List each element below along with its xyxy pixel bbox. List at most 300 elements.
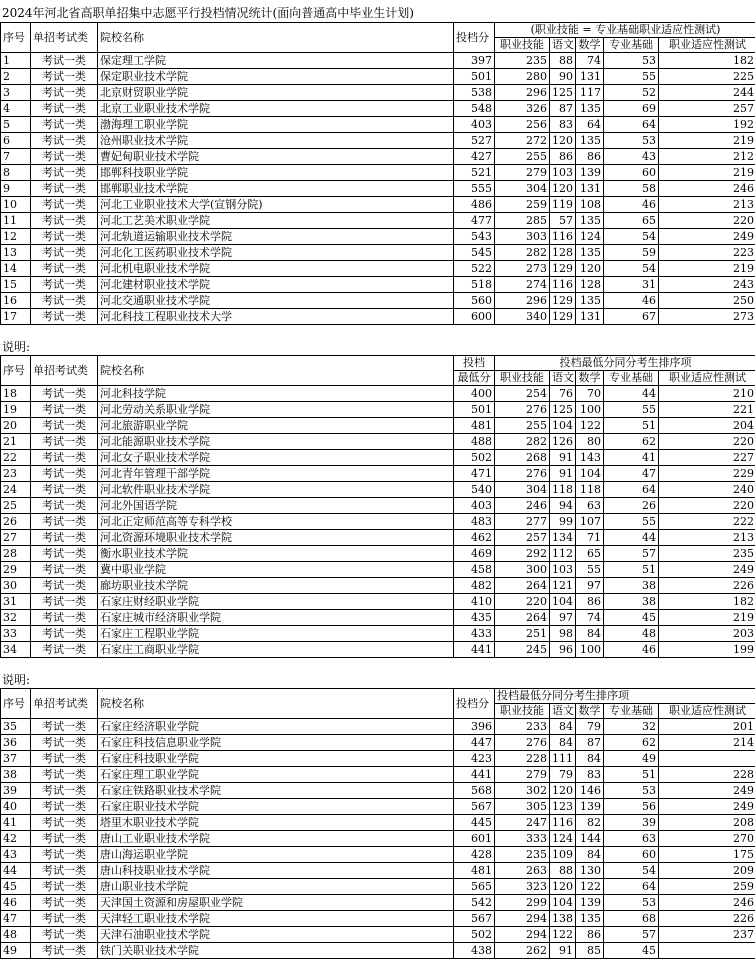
header-group: 投档最低分同分考生排序项: [495, 356, 755, 371]
aptitude-score: 220: [659, 434, 755, 450]
exam-type: 考试一类: [31, 831, 98, 847]
skill-score: 255: [495, 418, 550, 434]
score: 469: [454, 546, 495, 562]
school-name: 河北旅游职业学院: [98, 418, 454, 434]
table-row: [1, 85, 755, 101]
row-index: 12: [1, 229, 31, 245]
score: 458: [454, 562, 495, 578]
math-score: 130: [576, 863, 604, 879]
aptitude-score: 212: [659, 149, 755, 165]
table-row: [1, 610, 755, 626]
school-name: 河北机电职业技术学院: [98, 261, 454, 277]
exam-type: 考试一类: [31, 626, 98, 642]
score: 447: [454, 735, 495, 751]
math-score: 84: [576, 751, 604, 767]
math-score: 139: [576, 799, 604, 815]
skill-score: 303: [495, 229, 550, 245]
row-index: 35: [1, 719, 31, 735]
header-chinese: 语文: [550, 371, 576, 386]
note-label: 说明:: [2, 673, 31, 687]
school-name: 河北工艺美术职业学院: [98, 213, 454, 229]
school-name: 河北能源职业技术学院: [98, 434, 454, 450]
school-name: 邯郸科技职业学院: [98, 165, 454, 181]
table-row: [1, 213, 755, 229]
score: 542: [454, 895, 495, 911]
chinese-score: 120: [550, 879, 576, 895]
row-index: 5: [1, 117, 31, 133]
row-index: 48: [1, 927, 31, 943]
basics-score: 48: [604, 626, 659, 642]
chinese-score: 84: [550, 719, 576, 735]
math-score: 139: [576, 165, 604, 181]
row-index: 31: [1, 594, 31, 610]
table-row: [1, 293, 755, 309]
table-row: [1, 863, 755, 879]
table-row: [1, 751, 755, 767]
exam-type: 考试一类: [31, 610, 98, 626]
math-score: 74: [576, 53, 604, 69]
exam-type: 考试一类: [31, 213, 98, 229]
aptitude-score: 182: [659, 53, 755, 69]
chinese-score: 104: [550, 895, 576, 911]
chinese-score: 91: [550, 450, 576, 466]
table-row: [1, 815, 755, 831]
school-name: 唐山工业职业技术学院: [98, 831, 454, 847]
school-name: 石家庄经济职业学院: [98, 719, 454, 735]
score: 567: [454, 799, 495, 815]
exam-type: 考试一类: [31, 309, 98, 325]
chinese-score: 103: [550, 165, 576, 181]
chinese-score: 94: [550, 498, 576, 514]
table-row: [1, 578, 755, 594]
math-score: 135: [576, 213, 604, 229]
table-row: [1, 594, 755, 610]
score: 441: [454, 642, 495, 658]
school-name: 石家庄城市经济职业学院: [98, 610, 454, 626]
row-index: 21: [1, 434, 31, 450]
aptitude-score: 219: [659, 133, 755, 149]
table-row: [1, 943, 755, 959]
school-name: 河北资源环境职业技术学院: [98, 530, 454, 546]
score: 486: [454, 197, 495, 213]
table-row: [1, 434, 755, 450]
score: 502: [454, 450, 495, 466]
score: 483: [454, 514, 495, 530]
basics-score: 39: [604, 815, 659, 831]
math-score: 100: [576, 642, 604, 658]
school-name: 河北轨道运输职业技术学院: [98, 229, 454, 245]
basics-score: 55: [604, 514, 659, 530]
score: 403: [454, 117, 495, 133]
score: 482: [454, 578, 495, 594]
row-index: 9: [1, 181, 31, 197]
skill-score: 228: [495, 751, 550, 767]
exam-type: 考试一类: [31, 149, 98, 165]
school-name: 河北青年管理干部学院: [98, 466, 454, 482]
math-score: 84: [576, 847, 604, 863]
row-index: 34: [1, 642, 31, 658]
exam-type: 考试一类: [31, 466, 98, 482]
basics-score: 52: [604, 85, 659, 101]
basics-score: 53: [604, 895, 659, 911]
exam-type: 考试一类: [31, 498, 98, 514]
score: 396: [454, 719, 495, 735]
chinese-score: 129: [550, 309, 576, 325]
math-score: 135: [576, 101, 604, 117]
school-name: 天津国土资源和房屋职业学院: [98, 895, 454, 911]
basics-score: 57: [604, 927, 659, 943]
header-math: 数学: [576, 371, 604, 386]
score: 540: [454, 482, 495, 498]
row-index: 33: [1, 626, 31, 642]
school-name: 石家庄科技职业学院: [98, 751, 454, 767]
table-row: [1, 386, 755, 402]
header-exam-type: 单招考试类: [31, 689, 98, 719]
exam-type: 考试一类: [31, 229, 98, 245]
aptitude-score: 213: [659, 197, 755, 213]
skill-score: 326: [495, 101, 550, 117]
score: 397: [454, 53, 495, 69]
basics-score: 51: [604, 418, 659, 434]
basics-score: 53: [604, 53, 659, 69]
exam-type: 考试一类: [31, 181, 98, 197]
row-index: 27: [1, 530, 31, 546]
school-name: 河北女子职业技术学院: [98, 450, 454, 466]
exam-type: 考试一类: [31, 197, 98, 213]
aptitude-score: 273: [659, 309, 755, 325]
table-row: [1, 466, 755, 482]
exam-type: 考试一类: [31, 418, 98, 434]
skill-score: 262: [495, 943, 550, 959]
exam-type: 考试一类: [31, 719, 98, 735]
table-row: [1, 546, 755, 562]
aptitude-score: 246: [659, 181, 755, 197]
aptitude-score: 235: [659, 546, 755, 562]
math-score: 107: [576, 514, 604, 530]
math-score: 118: [576, 482, 604, 498]
exam-type: 考试一类: [31, 53, 98, 69]
row-index: 20: [1, 418, 31, 434]
skill-score: 264: [495, 578, 550, 594]
table-row: [1, 101, 755, 117]
row-index: 10: [1, 197, 31, 213]
school-name: 石家庄理工职业学院: [98, 767, 454, 783]
table-row: [1, 149, 755, 165]
exam-type: 考试一类: [31, 85, 98, 101]
chinese-score: 112: [550, 546, 576, 562]
skill-score: 280: [495, 69, 550, 85]
score: 471: [454, 466, 495, 482]
exam-type: 考试一类: [31, 69, 98, 85]
chinese-score: 104: [550, 418, 576, 434]
math-score: 86: [576, 927, 604, 943]
basics-score: 32: [604, 719, 659, 735]
chinese-score: 84: [550, 735, 576, 751]
row-index: 32: [1, 610, 31, 626]
aptitude-score: 226: [659, 911, 755, 927]
table-row: [1, 309, 755, 325]
score: 522: [454, 261, 495, 277]
header-skill: 职业技能: [495, 371, 550, 386]
row-index: 49: [1, 943, 31, 959]
math-score: 117: [576, 85, 604, 101]
row-index: 38: [1, 767, 31, 783]
school-name: 河北科技工程职业技术大学: [98, 309, 454, 325]
basics-score: 54: [604, 863, 659, 879]
chinese-score: 90: [550, 69, 576, 85]
header-math: 数学: [576, 704, 604, 719]
math-score: 135: [576, 245, 604, 261]
basics-score: 47: [604, 466, 659, 482]
chinese-score: 116: [550, 815, 576, 831]
table-row: [1, 799, 755, 815]
chinese-score: 118: [550, 482, 576, 498]
row-index: 41: [1, 815, 31, 831]
aptitude-score: 225: [659, 69, 755, 85]
math-score: 135: [576, 293, 604, 309]
aptitude-score: 220: [659, 498, 755, 514]
math-score: 128: [576, 277, 604, 293]
header-min-score: 最低分: [454, 371, 495, 386]
aptitude-score: 226: [659, 578, 755, 594]
table-row: [1, 562, 755, 578]
header-index: 序号: [1, 356, 31, 386]
math-score: 135: [576, 911, 604, 927]
chinese-score: 97: [550, 610, 576, 626]
school-name: 石家庄铁路职业技术学院: [98, 783, 454, 799]
chinese-score: 116: [550, 229, 576, 245]
aptitude-score: 209: [659, 863, 755, 879]
header-chinese: 语文: [550, 704, 576, 719]
chinese-score: 83: [550, 117, 576, 133]
exam-type: 考试一类: [31, 293, 98, 309]
table-row: [1, 181, 755, 197]
school-name: 河北交通职业技术学院: [98, 293, 454, 309]
header-school-name: 院校名称: [98, 23, 454, 53]
chinese-score: 123: [550, 799, 576, 815]
math-score: 79: [576, 719, 604, 735]
row-index: 15: [1, 277, 31, 293]
skill-score: 277: [495, 514, 550, 530]
math-score: 84: [576, 626, 604, 642]
chinese-score: 138: [550, 911, 576, 927]
row-index: 26: [1, 514, 31, 530]
school-name: 天津石油职业技术学院: [98, 927, 454, 943]
aptitude-score: 249: [659, 783, 755, 799]
aptitude-score: 175: [659, 847, 755, 863]
aptitude-score: 257: [659, 101, 755, 117]
school-name: 河北正定师范高等专科学校: [98, 514, 454, 530]
score: 445: [454, 815, 495, 831]
score: 567: [454, 911, 495, 927]
skill-score: 294: [495, 911, 550, 927]
math-score: 64: [576, 117, 604, 133]
exam-type: 考试一类: [31, 165, 98, 181]
math-score: 85: [576, 943, 604, 959]
skill-score: 254: [495, 386, 550, 402]
school-name: 沧州职业技术学院: [98, 133, 454, 149]
skill-score: 340: [495, 309, 550, 325]
row-index: 11: [1, 213, 31, 229]
exam-type: 考试一类: [31, 450, 98, 466]
chinese-score: 109: [550, 847, 576, 863]
chinese-score: 91: [550, 466, 576, 482]
skill-score: 305: [495, 799, 550, 815]
table-row: [1, 783, 755, 799]
math-score: 82: [576, 815, 604, 831]
score: 477: [454, 213, 495, 229]
skill-score: 304: [495, 482, 550, 498]
skill-score: 333: [495, 831, 550, 847]
table-row: [1, 927, 755, 943]
admission-table-3: [0, 688, 755, 959]
table-row: [1, 498, 755, 514]
skill-score: 294: [495, 927, 550, 943]
exam-type: 考试一类: [31, 863, 98, 879]
basics-score: 63: [604, 831, 659, 847]
score: 410: [454, 594, 495, 610]
aptitude-score: 201: [659, 719, 755, 735]
chinese-score: 129: [550, 293, 576, 309]
row-index: 43: [1, 847, 31, 863]
aptitude-score: 219: [659, 610, 755, 626]
aptitude-score: 204: [659, 418, 755, 434]
basics-score: 67: [604, 309, 659, 325]
school-name: 天津轻工职业技术学院: [98, 911, 454, 927]
chinese-score: 128: [550, 245, 576, 261]
aptitude-score: 246: [659, 895, 755, 911]
header-group: 投档最低分同分考生排序项: [495, 689, 755, 704]
score: 400: [454, 386, 495, 402]
basics-score: 51: [604, 767, 659, 783]
exam-type: 考试一类: [31, 847, 98, 863]
admission-table-1: [0, 22, 755, 325]
table-row: [1, 402, 755, 418]
basics-score: 38: [604, 594, 659, 610]
exam-type: 考试一类: [31, 117, 98, 133]
table-row: [1, 450, 755, 466]
table-row: [1, 735, 755, 751]
skill-score: 302: [495, 783, 550, 799]
math-score: 80: [576, 434, 604, 450]
score: 548: [454, 101, 495, 117]
aptitude-score: 222: [659, 514, 755, 530]
header-skill: 职业技能: [495, 38, 550, 53]
math-score: 131: [576, 69, 604, 85]
aptitude-score: 182: [659, 594, 755, 610]
chinese-score: 96: [550, 642, 576, 658]
skill-score: 235: [495, 847, 550, 863]
skill-score: 247: [495, 815, 550, 831]
basics-score: 31: [604, 277, 659, 293]
aptitude-score: 259: [659, 879, 755, 895]
math-score: 55: [576, 562, 604, 578]
basics-score: 65: [604, 213, 659, 229]
table-row: [1, 719, 755, 735]
school-name: 保定理工学院: [98, 53, 454, 69]
score: 462: [454, 530, 495, 546]
skill-score: 279: [495, 767, 550, 783]
school-name: 河北劳动关系职业学院: [98, 402, 454, 418]
chinese-score: 121: [550, 578, 576, 594]
basics-score: 46: [604, 293, 659, 309]
chinese-score: 99: [550, 514, 576, 530]
score: 568: [454, 783, 495, 799]
basics-score: 45: [604, 610, 659, 626]
basics-score: 58: [604, 181, 659, 197]
chinese-score: 116: [550, 277, 576, 293]
skill-score: 323: [495, 879, 550, 895]
chinese-score: 126: [550, 434, 576, 450]
school-name: 曹妃甸职业技术学院: [98, 149, 454, 165]
basics-score: 41: [604, 450, 659, 466]
table-row: [1, 277, 755, 293]
basics-score: 46: [604, 642, 659, 658]
header-math: 数学: [576, 38, 604, 53]
exam-type: 考试一类: [31, 642, 98, 658]
score: 600: [454, 309, 495, 325]
exam-type: 考试一类: [31, 911, 98, 927]
exam-type: 考试一类: [31, 386, 98, 402]
chinese-score: 87: [550, 101, 576, 117]
skill-score: 282: [495, 434, 550, 450]
aptitude-score: [659, 751, 755, 767]
basics-score: 43: [604, 149, 659, 165]
chinese-score: 119: [550, 197, 576, 213]
row-index: 30: [1, 578, 31, 594]
basics-score: 64: [604, 117, 659, 133]
aptitude-score: 210: [659, 386, 755, 402]
school-name: 渤海理工职业学院: [98, 117, 454, 133]
exam-type: 考试一类: [31, 133, 98, 149]
skill-score: 292: [495, 546, 550, 562]
skill-score: 246: [495, 498, 550, 514]
table-row: [1, 261, 755, 277]
aptitude-score: 208: [659, 815, 755, 831]
chinese-score: 103: [550, 562, 576, 578]
score: 501: [454, 69, 495, 85]
school-name: 唐山科技职业技术学院: [98, 863, 454, 879]
table-row: [1, 117, 755, 133]
skill-score: 268: [495, 450, 550, 466]
aptitude-score: 219: [659, 261, 755, 277]
chinese-score: 88: [550, 53, 576, 69]
aptitude-score: 192: [659, 117, 755, 133]
row-index: 24: [1, 482, 31, 498]
table-row: [1, 767, 755, 783]
math-score: 71: [576, 530, 604, 546]
row-index: 39: [1, 783, 31, 799]
header-basics: 专业基础: [604, 38, 659, 53]
aptitude-score: 244: [659, 85, 755, 101]
aptitude-score: 219: [659, 165, 755, 181]
header-score: 投档分: [454, 689, 495, 719]
exam-type: 考试一类: [31, 434, 98, 450]
skill-score: 257: [495, 530, 550, 546]
school-name: 石家庄工商职业学院: [98, 642, 454, 658]
basics-score: 44: [604, 386, 659, 402]
basics-score: 45: [604, 943, 659, 959]
skill-score: 276: [495, 735, 550, 751]
skill-score: 279: [495, 165, 550, 181]
chinese-score: 76: [550, 386, 576, 402]
row-index: 19: [1, 402, 31, 418]
row-index: 44: [1, 863, 31, 879]
basics-score: 64: [604, 879, 659, 895]
row-index: 18: [1, 386, 31, 402]
chinese-score: 129: [550, 261, 576, 277]
admission-table-2: [0, 355, 755, 658]
